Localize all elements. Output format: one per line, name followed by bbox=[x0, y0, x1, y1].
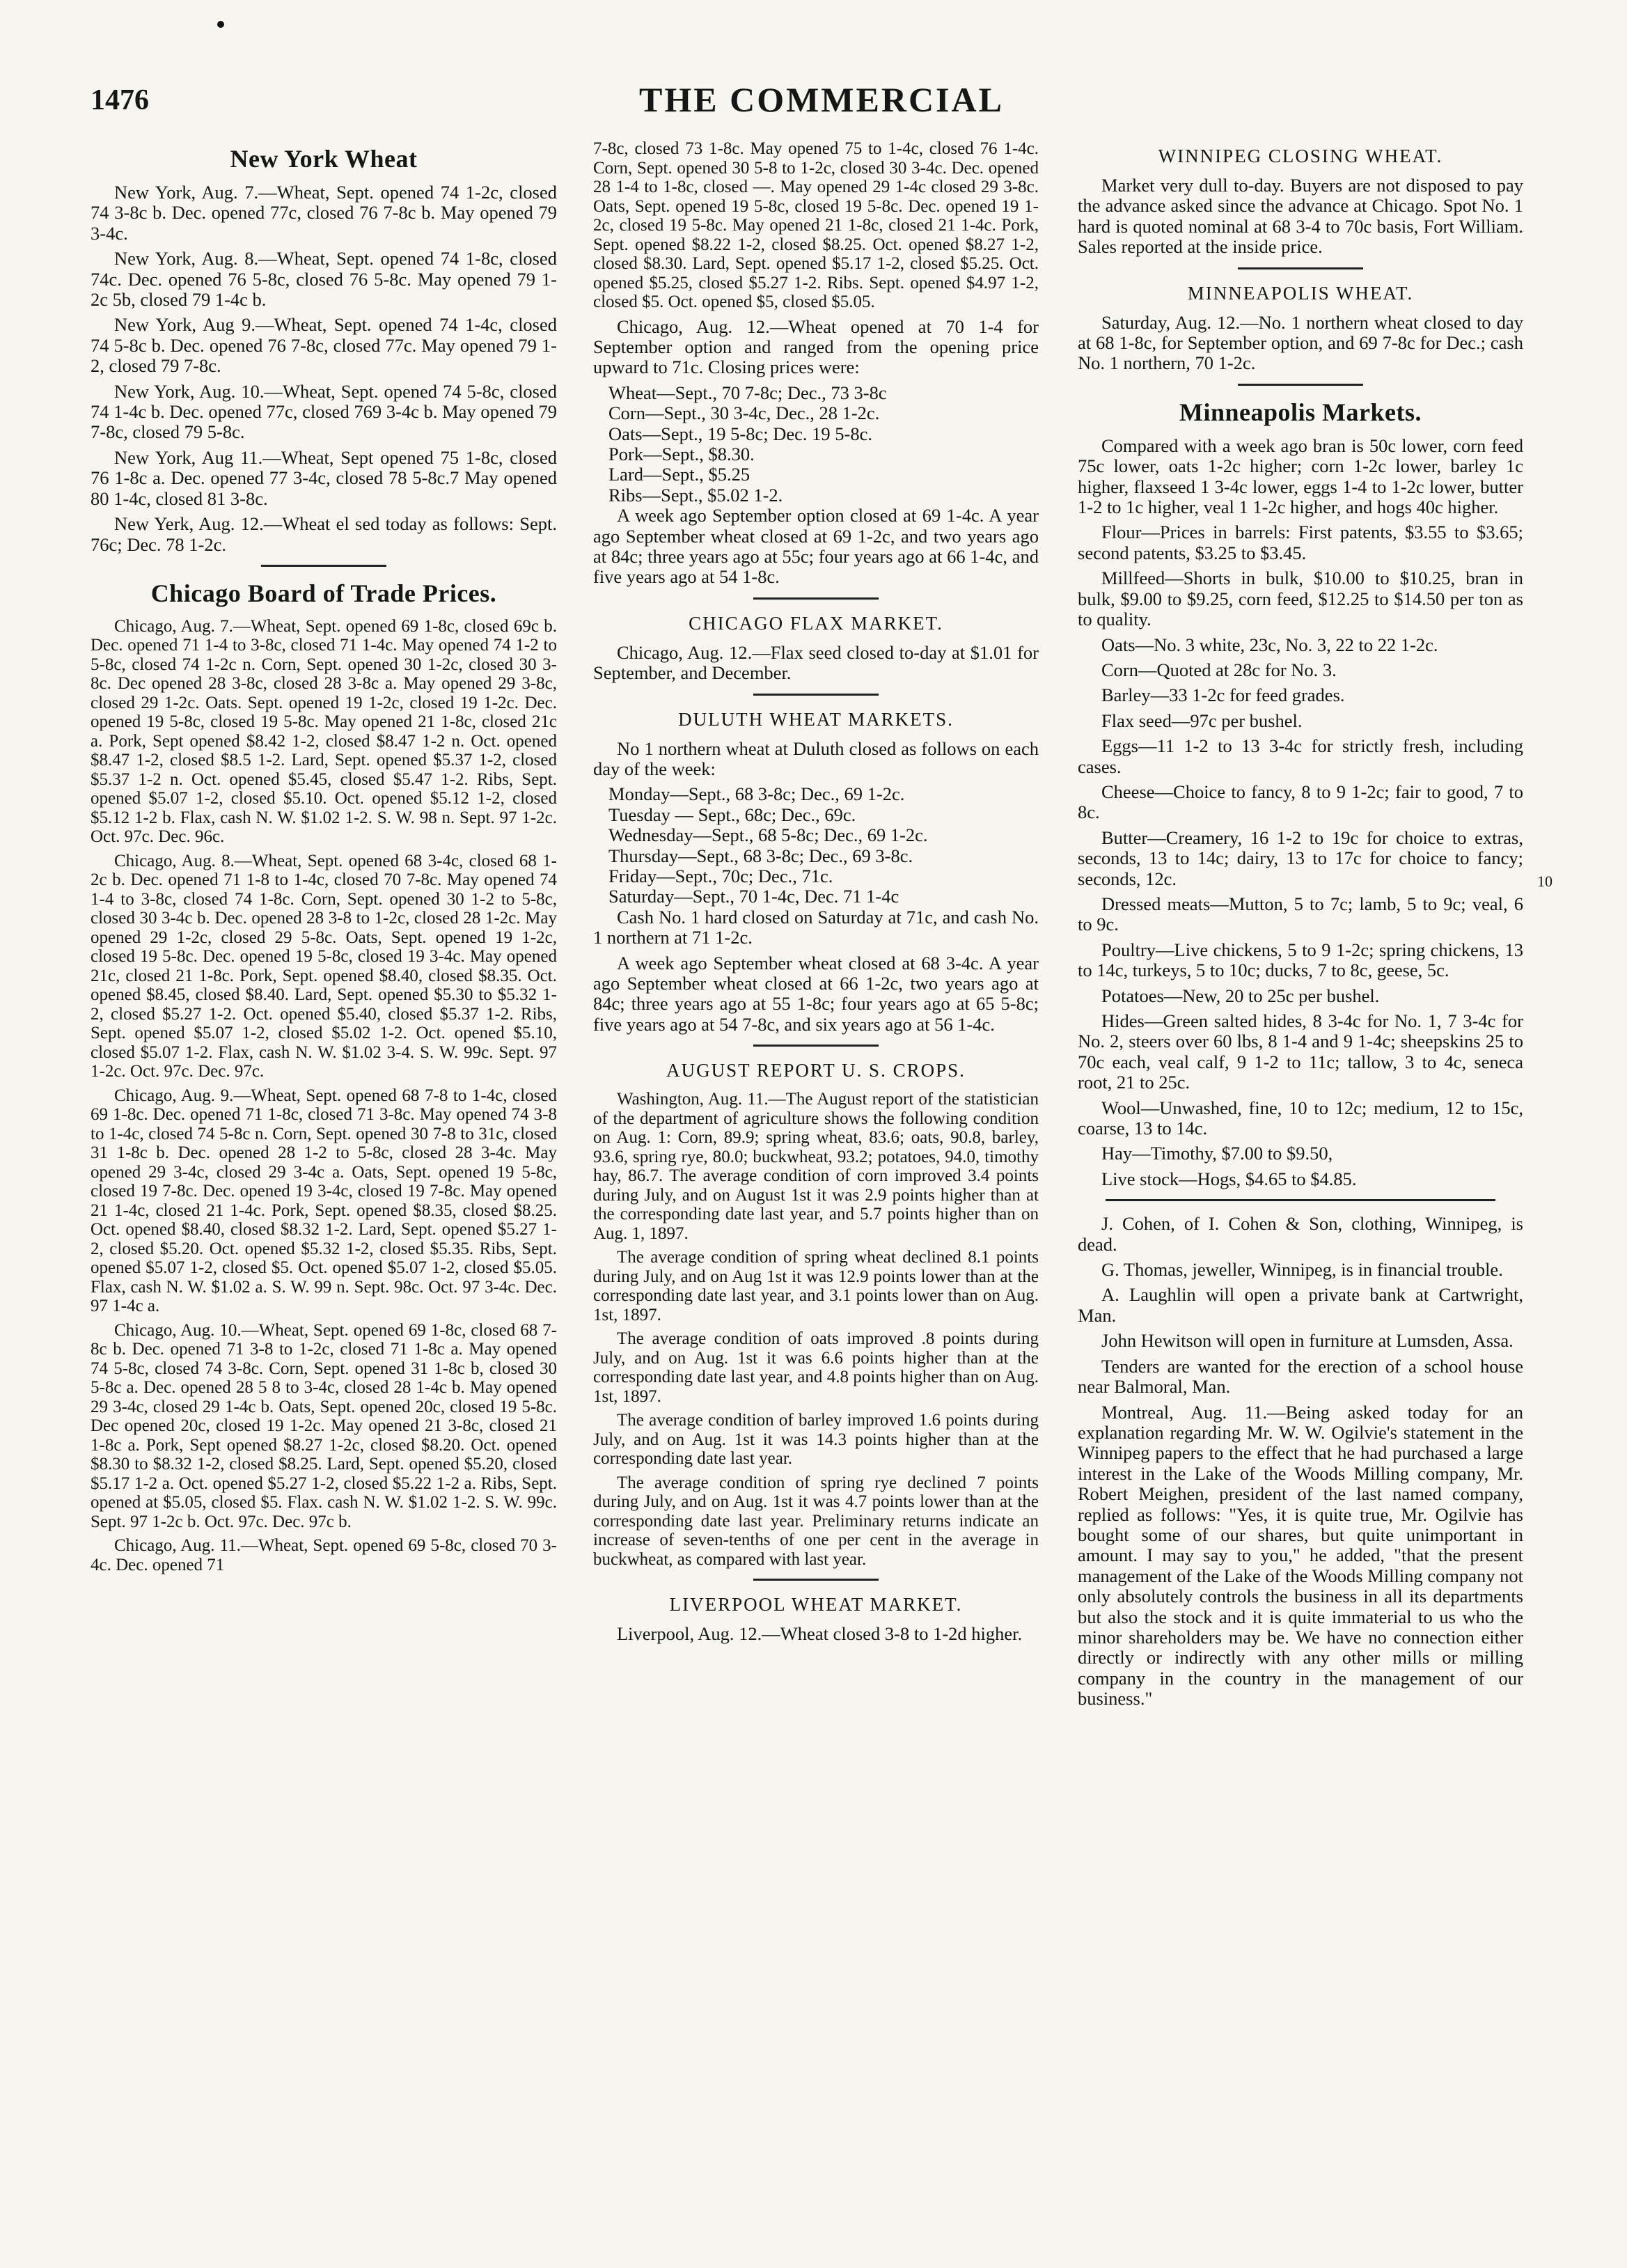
note-montreal: Montreal, Aug. 11.—Being asked today for an explanation regarding Mr. W. W. Ogilvie's statement in the Winnipeg papers to the effect that he had purchased a large interest in the Lake of the Woods Milling company, Mr. Robert Meighen, president of the last named company, replied as follows: "Yes, it is quite true, Mr. Ogilvie has bought some of our shares, but quite unimportant in amount. I may say to you," he added, "that the present management of the Lake of the Woods Milling company not only absolutely controls the business in all its departments but also the stock and it is quite immaterial to us who the minor shareholders may be. We have no connection either directly or indirectly with any other mills or milling company in the country in the management of our business." bbox=[1078, 1401, 1523, 1710]
crops-report-heading: AUGUST REPORT U. S. CROPS. bbox=[666, 1060, 966, 1081]
duluth-heading: DULUTH WHEAT MARKETS. bbox=[678, 708, 954, 730]
note-tenders: Tenders are wanted for the erection of a school house near Balmoral, Man. bbox=[1078, 1355, 1523, 1398]
section-rule bbox=[753, 1579, 879, 1581]
winnipeg-heading: WINNIPEG CLOSING WHEAT. bbox=[1158, 146, 1443, 166]
chicago-report-aug8: Chicago, Aug. 8.—Wheat, Sept. opened 68 3-4c, closed 68 1-2c b. Dec. opened 71 1-8 to 1-4c, closed 70 7-8c. May opened 74 1-4 to 3-8c, closed 74 1-8c. Corn, Sept. opened 30 1-2 to 5-8c, closed 30 3-4c b. Dec. opened 28 3-8 to 1-2c, closed 28 1-2c. May opened 29 1-2c, closed 29 5-8c. Oats, Sept. opened 19 1-2c, closed 19 5-8c. Dec. opened 19 5-8c, closed 19 3-4c. May opened 21c, closed 21 1-8c. Pork, Sept. opened $8.40, closed $8.35. Oct. opened $8.45, closed $8.40. Lard, Sept. opened $5.30 to $5.32 1-2, closed $5.27 1-2. Oct. opened $5.40, closed $5.37 1-2. Ribs, Sept. opened $5.07 1-2, closed $5.02 1-2. Oct. opened $5.10, closed $5.07 1-2. Flax, cash N. W. $1.02 3-4. S. W. 99c. Sept. 97 1-2c. Oct. 97c. Dec. 97c. bbox=[91, 851, 557, 1081]
duluth-cash: Cash No. 1 hard closed on Saturday at 71c, and cash No. 1 northern at 71 1-2c. bbox=[593, 906, 1039, 948]
column-3 bbox=[1078, 139, 1523, 1714]
mpls-wool: Wool—Unwashed, fine, 10 to 12c; medium, 12 to 15c, coarse, 13 to 14c. bbox=[1078, 1097, 1523, 1139]
closing-price-lard: Lard—Sept., $5.25 bbox=[608, 464, 750, 485]
mpls-flax: Flax seed—97c per bushel. bbox=[1101, 710, 1303, 731]
closing-price-oats: Oats—Sept., 19 5-8c; Dec. 19 5-8c. bbox=[608, 423, 873, 444]
duluth-thursday: Thursday—Sept., 68 3-8c; Dec., 69 3-8c. bbox=[608, 845, 913, 866]
column-2 bbox=[593, 139, 1039, 1650]
margin-mark: 10 bbox=[1537, 873, 1553, 890]
duluth-wednesday: Wednesday—Sept., 68 5-8c; Dec., 69 1-2c. bbox=[608, 824, 928, 846]
page-number: 1476 bbox=[91, 84, 149, 116]
section-rule bbox=[753, 597, 879, 600]
ny-report-aug9: New York, Aug 9.—Wheat, Sept. opened 74 1-4c, closed 74 5-8c b. Dec. opened 76 7-8c, closed 77c. May opened 79 1-2, closed 79 7-8c. bbox=[91, 314, 557, 377]
ny-report-aug8: New York, Aug. 8.—Wheat, Sept. opened 74 1-8c, closed 74c. Dec. opened 76 5-8c, closed 76 5-8c. May opened 79 1-2c 5b, closed 79 1-4c b. bbox=[91, 248, 557, 311]
section-rule bbox=[1106, 1199, 1495, 1201]
chicago-report-aug12: Chicago, Aug. 12.—Wheat opened at 70 1-4 for September option and ranged from the opening price upward to 71c. Closing prices were: bbox=[593, 315, 1039, 378]
journal-title: THE COMMERCIAL bbox=[639, 80, 1004, 119]
chicago-flax-report: Chicago, Aug. 12.—Flax seed closed to-day at $1.01 for September, and December. bbox=[593, 641, 1039, 684]
mpls-cheese: Cheese—Choice to fancy, 8 to 9 1-2c; fair to good, 7 to 8c. bbox=[1078, 781, 1523, 823]
ny-report-aug10: New York, Aug. 10.—Wheat, Sept. opened 74 5-8c, closed 74 1-4c b. Dec. opened 77c, closed 769 3-4c b. May opened 79 7-8c, closed 79 5-8c. bbox=[91, 380, 557, 443]
chicago-board-heading: Chicago Board of Trade Prices. bbox=[150, 579, 497, 607]
chicago-report-aug11-continued: 7-8c, closed 73 1-8c. May opened 75 to 1-4c, closed 76 1-4c. Corn, Sept. opened 30 5-8 to 1-2c, closed 30 3-4c. Dec. opened 28 1-4 to 1-8c, closed —. May opened 29 1-4c closed 29 3-8c. Oats, Sept. opened 19 5-8c, closed 19 5-8c. Dec. opened 19 1-2c, closed 19 5-8c. May opened 21 1-8c, closed 21 1-4c. Pork, Sept. opened $8.22 1-2, closed $8.25. Oct. opened $8.27 1-2, closed $8.30. Lard, Sept. opened $5.17 1-2, closed $5.25. Oct. opened $5.25, closed $5.27 1-2. Ribs. Sept. opened $4.97 1-2, closed $5. Oct. opened $5, closed $5.05. bbox=[593, 139, 1039, 311]
crops-corn: Washington, Aug. 11.—The August report of the statistician of the department of agriculture shows the following condition on Aug. 1: Corn, 89.9; spring wheat, 83.6; oats, 90.8, barley, 93.6, spring rye, 80.0; buckwheat, 93.2; potatoes, 94.0, timothy hay, 86.7. The average condition of corn improved 3.4 points during July, and on August 1st it was 2.9 points higher than at the corresponding date last year, and 5.7 points higher than on Aug. 1, 1897. bbox=[593, 1090, 1039, 1243]
crops-rye: The average condition of spring rye declined 7 points during July, and on Aug. 1st it was 4.7 points lower than at the corresponding date last year. Preliminary returns indicate an increase of seven-tenths of one per cent in the average in buckwheat, as compared with last year. bbox=[593, 1473, 1039, 1569]
minneapolis-intro: Compared with a week ago bran is 50c lower, corn feed 75c lower, oats 1-2c higher; corn 1-2c lower, barley 1c higher, flaxseed 1 3-4c lower, eggs 1-4 to 1-2c lower, butter 1-2 to 1c higher, veal 1 1-2c higher, and hogs 40c higher. bbox=[1078, 435, 1523, 518]
mpls-eggs: Eggs—11 1-2 to 13 3-4c for strictly fresh, including cases. bbox=[1078, 735, 1523, 777]
mpls-potatoes: Potatoes—New, 20 to 25c per bushel. bbox=[1101, 985, 1380, 1006]
section-rule bbox=[1238, 267, 1363, 269]
liverpool-report: Liverpool, Aug. 12.—Wheat closed 3-8 to 1-2d higher. bbox=[617, 1623, 1023, 1645]
mpls-corn: Corn—Quoted at 28c for No. 3. bbox=[1101, 659, 1337, 680]
duluth-intro: No 1 northern wheat at Duluth closed as follows on each day of the week: bbox=[593, 737, 1039, 779]
new-york-wheat-heading: New York Wheat bbox=[230, 145, 418, 173]
mpls-hides: Hides—Green salted hides, 8 3-4c for No. 1, 7 3-4c for No. 2, steers over 60 lbs, 8 1-4 and 9 1-4c; sheepskins 25 to 70c each, veal calf, 9 1-2 to 11c; tallow, 3 to 4c, seneca root, 21 to 25c. bbox=[1078, 1010, 1523, 1093]
winnipeg-report: Market very dull to-day. Buyers are not disposed to pay the advance asked since the advance at Chicago. Spot No. 1 hard is quoted nominal at 68 3-4 to 70c basis, Fort William. Sales reported at the inside price. bbox=[1078, 175, 1523, 258]
section-rule bbox=[753, 694, 879, 696]
column-1 bbox=[91, 139, 557, 1579]
mpls-hay: Hay—Timothy, $7.00 to $9.50, bbox=[1101, 1143, 1333, 1164]
chicago-report-aug10: Chicago, Aug. 10.—Wheat, Sept. opened 69 1-8c, closed 68 7-8c b. Dec. opened 71 3-8 to 1-2c, closed 71 1-8c a. May opened 74 5-8c, closed 74 3-8c. Corn, Sept. opened 31 1-8c b, closed 30 5-8c a. Dec. opened 28 5 8 to 3-4c, closed 28 1-4c b. May opened 29 3-4c, closed 29 1-4c b. Oats, Sept. opened 20c, closed 19 5-8c. Dec opened 20c, closed 19 1-2c. May opened 21 3-8c, closed 21 1-8c a. Pork, Sept opened $8.27 1-2c, closed $8.20. Oct. opened $8.30 to $8.32 1-2, closed $8.25. Lard, Sept. opened $5.20, closed $5.17 1-2 a. Oct. opened $5.27 1-2, closed $5.22 1-2 a. Ribs, Sept. opened at $5.05, closed $5. Flax. cash N. W. $1.02 1-2. S. W. 99c. Sept. 97 1-2c b. Oct. 97c. Dec. 97c b. bbox=[91, 1320, 557, 1531]
note-laughlin: A. Laughlin will open a private bank at Cartwright, Man. bbox=[1078, 1284, 1523, 1326]
crops-oats: The average condition of oats improved .8 points during July, and on Aug. 1st it was 6.6 points higher than at the corresponding date last year, and 4.8 points higher than on Aug. 1st, 1897. bbox=[593, 1329, 1039, 1406]
closing-price-pork: Pork—Sept., $8.30. bbox=[608, 443, 755, 464]
chicago-flax-heading: CHICAGO FLAX MARKET. bbox=[689, 612, 943, 634]
minneapolis-wheat-report: Saturday, Aug. 12.—No. 1 northern wheat closed to day at 68 1-8c, for September option, and 69 7-8c for Dec.; cash No. 1 northern, 70 1-2c. bbox=[1078, 311, 1523, 374]
mpls-barley: Barley—33 1-2c for feed grades. bbox=[1101, 685, 1345, 706]
mpls-millfeed: Millfeed—Shorts in bulk, $10.00 to $10.25, bran in bulk, $9.00 to $9.25, corn feed, $12.25 to $14.50 per ton as to quality. bbox=[1078, 568, 1523, 630]
note-hewitson: John Hewitson will open in furniture at Lumsden, Assa. bbox=[1101, 1330, 1514, 1352]
mpls-oats: Oats—No. 3 white, 23c, No. 3, 22 to 22 1-2c. bbox=[1101, 634, 1438, 655]
closing-price-wheat: Wheat—Sept., 70 7-8c; Dec., 73 3-8c bbox=[608, 382, 887, 403]
section-rule bbox=[1238, 384, 1363, 386]
ny-report-aug12: New Yerk, Aug. 12.—Wheat el sed today as follows: Sept. 76c; Dec. 78 1-2c. bbox=[91, 513, 557, 555]
crops-barley: The average condition of barley improved 1.6 points during July, and on Aug. 1st it was 14.3 points higher than at the corresponding date last year. bbox=[593, 1411, 1039, 1469]
liverpool-heading: LIVERPOOL WHEAT MARKET. bbox=[669, 1594, 963, 1616]
section-rule bbox=[261, 565, 386, 567]
mpls-flour: Flour—Prices in barrels: First patents, $3.55 to $3.65; second patents, $3.25 to $3.45. bbox=[1078, 522, 1523, 563]
chicago-report-aug9: Chicago, Aug. 9.—Wheat, Sept. opened 68 7-8 to 1-4c, closed 69 1-8c. Dec. opened 71 1-8c, closed 71 3-8c. May opened 74 3-8 to 1-4c, closed 74 5-8c n. Corn, Sept. opened 30 7-8 to 31c, closed 31 1-8c b. Dec. opened 28 1-2 to 5-8c, closed 28 3-4c. May opened 29 3-4c, closed 29 3-4c a. Oats, Sept. opened 19 5-8c, closed 19 7-8c. Dec. opened 19 3-4c, closed 19 7-8c. May opened 21 1-4c, closed 21 1-4c. Pork, Sept. opened $8.35, closed $8.25. Oct. opened $8.40, closed $8.32 1-2. Lard, Sept. opened $5.27 1-2, closed $5.20. Oct. opened $5.32 1-2, closed $5.35. Ribs, Sept. opened $5.07 1-2, closed $5. Oct. opened $5.07 1-2, closed $5.05. Flax, cash N. W. $1.02 a. S. W. 99 n. Sept. 98c. Oct. 97 3-4c. Dec. 97 1-4c a. bbox=[91, 1086, 557, 1316]
ny-report-aug7: New York, Aug. 7.—Wheat, Sept. opened 74 1-2c, closed 74 3-8c b. Dec. opened 77c, closed 76 7-8c b. May opened 79 3-4c. bbox=[91, 182, 557, 244]
mpls-dressed-meats: Dressed meats—Mutton, 5 to 7c; lamb, 5 to 9c; veal, 6 to 9c. bbox=[1078, 893, 1523, 935]
chicago-report-aug7: Chicago, Aug. 7.—Wheat, Sept. opened 69 1-8c, closed 69c b. Dec. opened 71 1-4 to 3-8c, closed 71 1-4c. May opened 74 1-2 to 5-8c, closed 74 1-2c n. Corn, Sept. opened 30 1-2c, closed 30 3-8c. Dec opened 28 3-8c, closed 28 3-8c a. May opened 29 3-8c, closed 29 1-2c. Oats. Sept. opened 19 1-2c, closed 19 1-2c. Dec. opened 19 5-8c, closed 19 5-8c. May opened 21 1-8c, closed 21c a. Pork, Sept opened $8.42 1-2, closed $8.47 1-2 n. Oct. opened $8.47 1-2, closed $8.5 1-2. Lard, Sept. opened $5.37 1-2, closed $5.37 1-2 n. Oct. opened $5.45, closed $5.47 1-2. Ribs, Sept. opened $5.07 1-2, closed $5.10. Oct. opened $5.12 1-2, closed $5.12 1-2 b. Flax, cash N. W. $1.02 1-2. S. W. 98 n. Sept. 97 1-2c. Oct. 97c. Dec. 96c. bbox=[91, 616, 557, 847]
mpls-poultry: Poultry—Live chickens, 5 to 9 1-2c; spring chickens, 13 to 14c, turkeys, 5 to 10c; ducks, 7 to 8c, geese, 5c. bbox=[1078, 939, 1523, 981]
mpls-live-stock: Live stock—Hogs, $4.65 to $4.85. bbox=[1101, 1168, 1357, 1189]
duluth-monday: Monday—Sept., 68 3-8c; Dec., 69 1-2c. bbox=[608, 783, 905, 805]
closing-price-ribs: Ribs—Sept., $5.02 1-2. bbox=[608, 484, 783, 506]
note-cohen: J. Cohen, of I. Cohen & Son, clothing, Winnipeg, is dead. bbox=[1078, 1213, 1523, 1255]
duluth-friday: Friday—Sept., 70c; Dec., 71c. bbox=[608, 866, 833, 887]
minneapolis-wheat-heading: MINNEAPOLIS WHEAT. bbox=[1187, 282, 1414, 304]
crops-spring-wheat: The average condition of spring wheat declined 8.1 points during July, and on Aug 1st it was 12.9 points lower than at the corresponding date last year, and 3.1 points lower than on Aug. 1st, 1897. bbox=[593, 1248, 1039, 1324]
mpls-butter: Butter—Creamery, 16 1-2 to 19c for choice to extras, seconds, 13 to 14c; dairy, 13 to 17c for choice to fancy; seconds, 12c. bbox=[1078, 827, 1523, 889]
note-thomas: G. Thomas, jeweller, Winnipeg, is in financial trouble. bbox=[1101, 1259, 1503, 1281]
duluth-week-ago: A week ago September wheat closed at 68 3-4c. A year ago September wheat closed at 66 1-2c, two years ago at 84c; three years ago at 55 1-8c; four years ago at 65 5-8c; five years ago at 54 7-8c, and six years ago at 56 1-4c. bbox=[593, 952, 1039, 1035]
chicago-report-aug11: Chicago, Aug. 11.—Wheat, Sept. opened 69 5-8c, closed 70 3-4c. Dec. opened 71 bbox=[91, 1536, 557, 1574]
ink-speck bbox=[217, 21, 224, 28]
minneapolis-markets-heading: Minneapolis Markets. bbox=[1179, 398, 1422, 426]
page-header bbox=[91, 70, 1553, 125]
closing-price-corn: Corn—Sept., 30 3-4c, Dec., 28 1-2c. bbox=[608, 402, 880, 424]
section-rule bbox=[753, 1045, 879, 1047]
ny-report-aug11: New York, Aug 11.—Wheat, Sept opened 75 1-8c, closed 76 1-8c a. Dec. opened 77 3-4c, closed 78 5-8c.7 May opened 80 1-4c, closed 81 3-8c. bbox=[91, 446, 557, 509]
duluth-tuesday: Tuesday — Sept., 68c; Dec., 69c. bbox=[608, 804, 856, 825]
duluth-saturday: Saturday—Sept., 70 1-4c, Dec. 71 1-4c bbox=[608, 886, 899, 907]
chicago-week-ago: A week ago September option closed at 69 1-4c. A year ago September wheat closed at 69 1-2c, and two years ago at 84c; three years ago at 55c; four years ago at 66 1-4c, and five years ago at 54 1-8c. bbox=[593, 505, 1039, 588]
